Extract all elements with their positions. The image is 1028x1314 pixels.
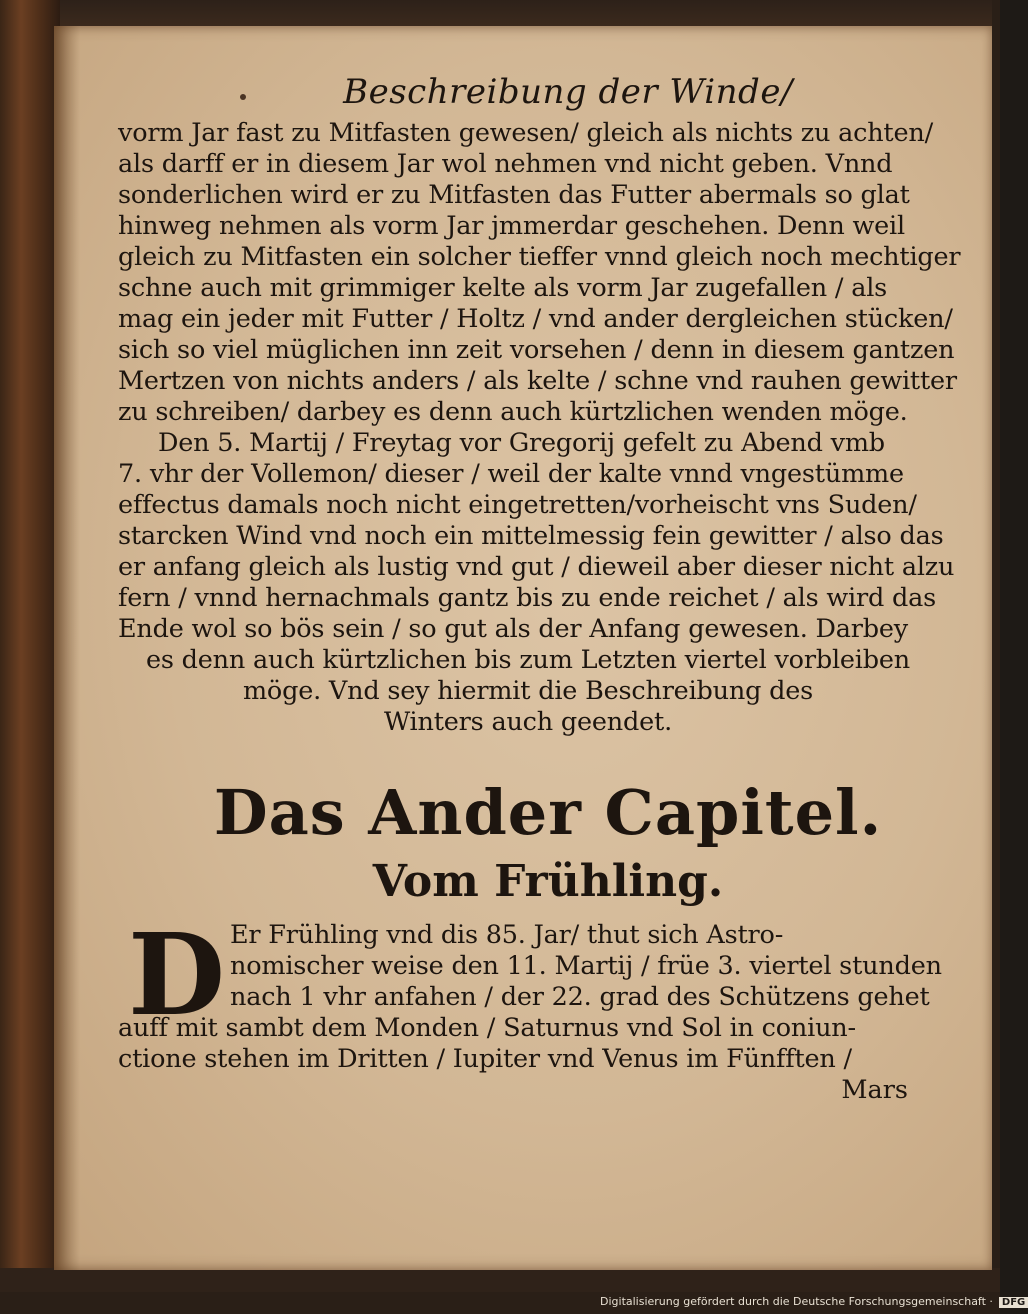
catchword: Mars [841, 1075, 908, 1105]
book-right-edge [992, 0, 1000, 1292]
text-line: 7. vhr der Vollemon/ dieser / weil der kalte vnnd vngestümme [118, 459, 904, 489]
text-line: ctione stehen im Dritten / Iupiter vnd Venus im Fünfften / [118, 1044, 852, 1074]
text-line: sich so viel müglichen inn zeit vorsehen / denn in diesem gantzen [118, 335, 955, 365]
digitization-credit [600, 1295, 1028, 1308]
text-line: vorm Jar fast zu Mitfasten gewesen/ gleich als nichts zu achten/ [118, 118, 933, 148]
body-paragraph-1 [118, 118, 961, 428]
text-line: möge. Vnd sey hiermit die Beschreibung des [242, 676, 814, 706]
text-line: Den 5. Martij / Freytag vor Gregorij gefelt zu Abend vmb [158, 428, 885, 458]
book-bottom-edge [0, 1268, 1000, 1292]
text-line: nach 1 vhr anfahen / der 22. grad des Schützens gehet [230, 982, 930, 1012]
text-line: auff mit sambt dem Monden / Saturnus vnd Sol in coniun- [118, 1013, 856, 1043]
text-line: effectus damals noch nicht eingetretten/vorheischt vns Suden/ [118, 490, 917, 520]
book-top-edge [0, 0, 1000, 28]
text-line: sonderlichen wird er zu Mitfasten das Futter abermals so glat [118, 180, 910, 210]
chapter-subtitle: Vom Frühling. [372, 856, 724, 907]
text-line: es denn auch kürtzlichen bis zum Letzten viertel vorbleiben [145, 645, 910, 675]
book-spine-edge [0, 0, 60, 1292]
running-head: Beschreibung der Winde/ [343, 72, 793, 112]
text-line: fern / vnnd hernachmals gantz bis zu ende reichet / als wird das [118, 583, 937, 613]
text-line: als darff er in diesem Jar wol nehmen vnd nicht geben. Vnnd [118, 149, 893, 179]
text-line: starcken Wind vnd noch ein mittelmessig fein gewitter / also das [118, 521, 944, 551]
credit-text: Digitalisierung gefördert durch die Deutsche Forschungsgemeinschaft · [600, 1295, 993, 1308]
text-line: mag ein jeder mit Futter / Holtz / vnd ander dergleichen stücken/ [118, 304, 953, 334]
text-line: gleich zu Mitfasten ein solcher tieffer vnnd gleich noch mechtiger [118, 242, 961, 272]
dfg-logo: DFG [999, 1297, 1028, 1308]
text-line: hinweg nehmen als vorm Jar jmmerdar geschehen. Denn weil [118, 211, 905, 241]
text-line: nomischer weise den 11. Martij / früe 3. viertel stunden [230, 951, 942, 981]
text-line: Ende wol so bös sein / so gut als der Anfang gewesen. Darbey [118, 614, 909, 644]
body-paragraph-2 [118, 428, 955, 738]
page-gutter-shadow [54, 26, 80, 1270]
chapter-paragraph [118, 910, 942, 1075]
text-line: zu schreiben/ darbey es denn auch kürtzlichen wenden möge. [118, 397, 908, 427]
text-line: schne auch mit grimmiger kelte als vorm Jar zugefallen / als [118, 273, 888, 303]
chapter-title: Das Ander Capitel. [213, 776, 883, 849]
text-line: er anfang gleich als lustig vnd gut / dieweil aber dieser nicht alzu [118, 552, 955, 582]
text-line: Winters auch geendet. [384, 707, 672, 737]
text-line: Er Frühling vnd dis 85. Jar/ thut sich Astro- [230, 920, 784, 950]
text-line: Mertzen von nichts anders / als kelte / schne vnd rauhen gewitter [118, 366, 957, 396]
decorated-initial: D [128, 910, 226, 1041]
text-block [118, 58, 961, 1106]
